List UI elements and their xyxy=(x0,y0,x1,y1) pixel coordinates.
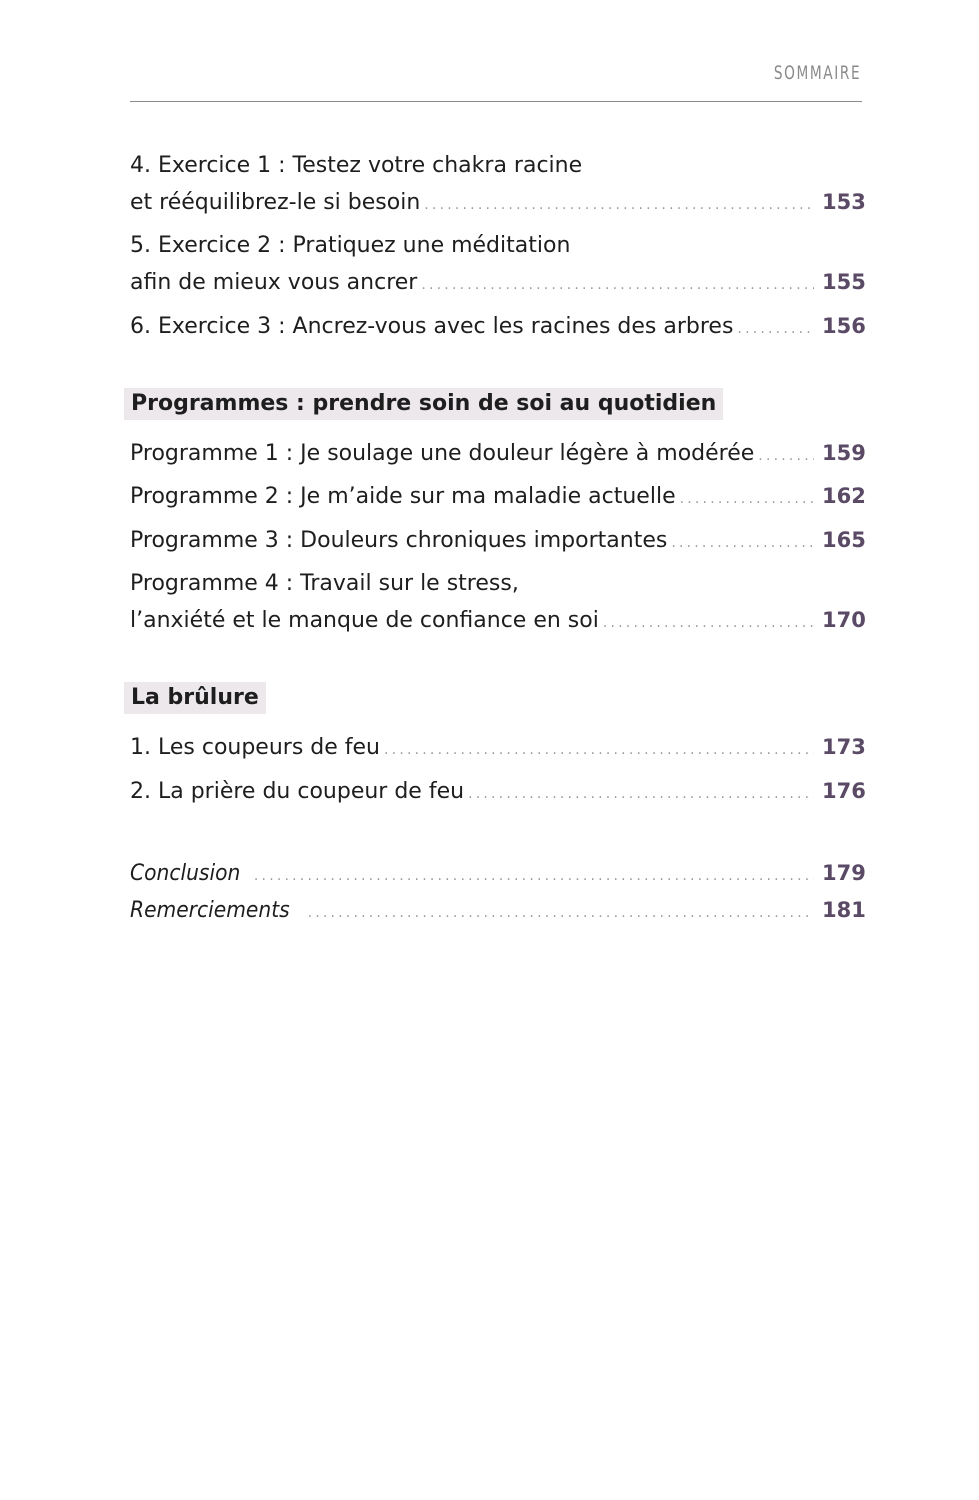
page-number: 181 xyxy=(822,898,866,922)
section-heading-brulure[interactable]: La brûlure xyxy=(124,682,266,714)
entry-title: 1. Les coupeurs de feu xyxy=(130,735,381,760)
entry-title: Conclusion xyxy=(130,861,241,886)
entry-title: Programme 4 : Travail sur le stress, xyxy=(130,571,519,596)
entry-title: Programme 1 : Je soulage une douleur légère à modérée xyxy=(130,441,755,466)
page-number: 153 xyxy=(822,190,866,214)
toc-entry[interactable] xyxy=(130,435,866,475)
toc-entry[interactable] xyxy=(130,773,866,813)
entry-title: Programme 2 : Je m’aide sur ma maladie actuelle xyxy=(130,484,676,509)
leader-dots xyxy=(758,438,814,475)
leader-dots xyxy=(384,732,814,769)
page-number: 159 xyxy=(822,441,866,465)
entry-title: 5. Exercice 2 : Pratiquez une méditation xyxy=(130,233,571,258)
leader-dots xyxy=(424,187,814,224)
page-number: 162 xyxy=(822,484,866,508)
toc-entry[interactable] xyxy=(130,308,866,348)
toc-entry-conclusion[interactable] xyxy=(130,855,866,895)
page-number: 173 xyxy=(822,735,866,759)
toc-entry[interactable] xyxy=(130,227,866,304)
toc-entry[interactable] xyxy=(130,729,866,769)
leader-dots xyxy=(468,776,814,813)
page-number: 155 xyxy=(822,270,866,294)
leader-dots xyxy=(737,311,814,348)
leader-dots xyxy=(603,605,814,642)
leader-dots xyxy=(254,858,814,895)
leader-dots xyxy=(680,481,814,518)
entry-title: 6. Exercice 3 : Ancrez-vous avec les racines des arbres xyxy=(130,314,734,339)
toc-entry[interactable] xyxy=(130,147,866,224)
section-heading-programmes[interactable]: Programmes : prendre soin de soi au quotidien xyxy=(124,388,723,420)
page-number: 176 xyxy=(822,779,866,803)
toc-entry[interactable] xyxy=(130,478,866,518)
leader-dots xyxy=(308,895,814,932)
page-number: 179 xyxy=(822,861,866,885)
page-number: 156 xyxy=(822,314,866,338)
entry-title: l’anxiété et le manque de confiance en soi xyxy=(130,608,599,633)
entry-title: et rééquilibrez-le si besoin xyxy=(130,190,421,215)
entry-title: afin de mieux vous ancrer xyxy=(130,270,418,295)
header-rule xyxy=(130,101,862,102)
toc-entry[interactable] xyxy=(130,565,866,642)
running-header: SOMMAIRE xyxy=(773,62,861,84)
entry-title: 4. Exercice 1 : Testez votre chakra racine xyxy=(130,153,583,178)
entry-title: 2. La prière du coupeur de feu xyxy=(130,779,465,804)
leader-dots xyxy=(671,525,814,562)
toc-entry-remerciements[interactable] xyxy=(130,892,866,932)
entry-title: Remerciements xyxy=(130,898,290,923)
page-number: 165 xyxy=(822,528,866,552)
page-number: 170 xyxy=(822,608,866,632)
toc-entry[interactable] xyxy=(130,522,866,562)
entry-title: Programme 3 : Douleurs chroniques importantes xyxy=(130,528,668,553)
leader-dots xyxy=(421,267,814,304)
